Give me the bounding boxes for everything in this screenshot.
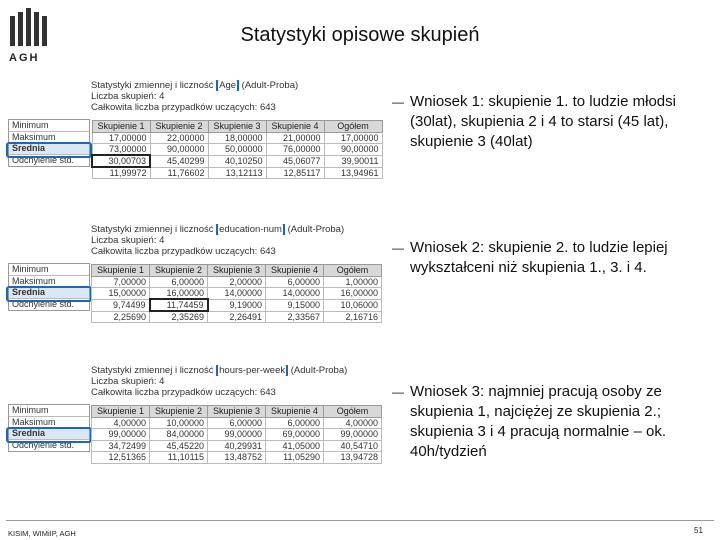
agh-logo-text: AGH bbox=[9, 52, 40, 64]
footer-divider bbox=[6, 520, 714, 521]
table-row: 2,25690 2,35269 2,26491 2,33567 2,16716 bbox=[92, 311, 382, 323]
row-labels: Minimum Maksimum Średnia Odchylenie std. bbox=[8, 404, 90, 452]
conclusion-text: Wniosek 1: skupienie 1. to ludzie młodsi (30lat), skupienia 2 i 4 to starsi (45 lat), skupienie 3 (40lat) bbox=[410, 93, 676, 150]
page-number: 51 bbox=[694, 526, 703, 535]
mean-row-highlight bbox=[6, 142, 92, 158]
stats-table-education bbox=[8, 222, 388, 334]
variable-name: Age bbox=[216, 80, 239, 91]
table-row: 17,00000 22,00000 18,00000 21,00000 17,00000 bbox=[92, 132, 382, 144]
stats-grid: Skupienie 1 Skupienie 2 Skupienie 3 Skupienie 4 Ogółem 4,00000 10,00000 6,00000 6,00000 4,00000 99,00000 84,00000 99,00000 69,00000 99,00000 34,72499 45,45220 40,29931 41,05000 40,54710 12,51365 11,10115 13,48752 11,05290 13,94728 bbox=[91, 405, 382, 464]
stats-table-hours bbox=[8, 363, 388, 475]
stats-table-age bbox=[8, 78, 388, 190]
slide-title: Statystyki opisowe skupień bbox=[240, 24, 480, 46]
table-row: 11,99972 11,76602 13,12113 12,85117 13,94961 bbox=[92, 167, 382, 179]
conclusion-text: Wniosek 2: skupienie 2. to ludzie lepiej wykształceni niż skupienia 1., 3. i 4. bbox=[410, 239, 668, 276]
mean-row-highlight bbox=[6, 286, 92, 302]
conclusion-text: Wniosek 3: najmniej pracują osoby ze skupienia 1, najciężej ze skupienia 2.; skupienia 3 i 4 pracują normalnie – ok. 40h/tydzień bbox=[410, 383, 666, 460]
footer-org: KISIM, WIMiIP, AGH bbox=[8, 529, 76, 538]
row-labels: Minimum Maksimum Średnia Odchylenie std. bbox=[8, 119, 90, 167]
table-row: 99,00000 84,00000 99,00000 69,00000 99,00000 bbox=[92, 429, 382, 441]
table-row: 30,00703 45,40299 40,10250 45,06077 39,90011 bbox=[92, 155, 382, 167]
table-header-text: Statystyki zmiennej i liczność Age (Adult-Proba) Liczba skupień: 4 Całkowita liczba przypadków uczących: 643 bbox=[91, 80, 299, 113]
bullet-marker: — bbox=[392, 95, 404, 109]
table-header-text: Statystyki zmiennej i liczność education-num (Adult-Proba) Liczba skupień: 4 Całkowita liczba przypadków uczących: 643 bbox=[91, 224, 345, 257]
table-row: 15,00000 16,00000 14,00000 14,00000 16,00000 bbox=[92, 288, 382, 300]
table-row: 73,00000 90,00000 50,00000 76,00000 90,00000 bbox=[92, 144, 382, 156]
table-row: 34,72499 45,45220 40,29931 41,05000 40,54710 bbox=[92, 440, 382, 452]
stats-grid: Skupienie 1 Skupienie 2 Skupienie 3 Skupienie 4 Ogółem 7,00000 6,00000 2,00000 6,00000 1,00000 15,00000 16,00000 14,00000 14,00000 16,00000 9,74499 11,74459 9,19000 9,15000 10,06000 2,25690 2,35269 2,26491 2,33567 2,16716 bbox=[91, 264, 382, 323]
table-row: 12,51365 11,10115 13,48752 11,05290 13,94728 bbox=[92, 452, 382, 464]
variable-name: education-num bbox=[216, 224, 285, 235]
table-row: 4,00000 10,00000 6,00000 6,00000 4,00000 bbox=[92, 417, 382, 429]
mean-row-highlight bbox=[6, 427, 92, 443]
table-row: 7,00000 6,00000 2,00000 6,00000 1,00000 bbox=[92, 276, 382, 288]
table-header-text: Statystyki zmiennej i liczność hours-per-week (Adult-Proba) Liczba skupień: 4 Całkowita liczba przypadków uczących: 643 bbox=[91, 365, 348, 398]
table-row: 9,74499 11,74459 9,19000 9,15000 10,06000 bbox=[92, 299, 382, 311]
bullet-marker: — bbox=[392, 385, 404, 399]
row-labels: Minimum Maksimum Średnia Odchylenie std. bbox=[8, 263, 90, 311]
variable-name: hours-per-week bbox=[216, 365, 288, 376]
stats-grid: Skupienie 1 Skupienie 2 Skupienie 3 Skupienie 4 Ogółem 17,00000 22,00000 18,00000 21,00000 17,00000 73,00000 90,00000 50,00000 76,00000 90,00000 30,00703 45,40299 40,10250 45,06077 39,90011 11,99972 11,76602 13,12113 12,85117 13,94961 bbox=[91, 120, 383, 179]
bullet-marker: — bbox=[392, 241, 404, 255]
